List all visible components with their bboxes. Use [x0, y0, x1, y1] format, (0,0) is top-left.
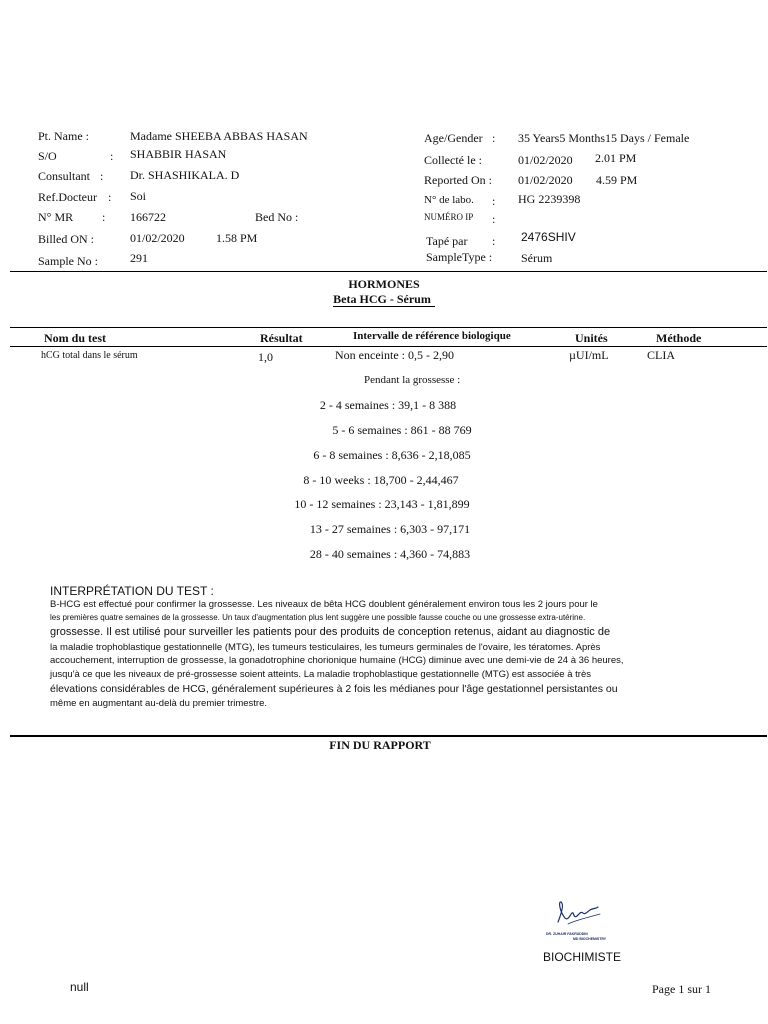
- billed-date: 01/02/2020: [130, 231, 185, 245]
- age-gender-value: 35 Years5 Months15 Days / Female: [518, 131, 690, 145]
- pregnancy-range-row: 28 - 40 semaines : 4,360 - 74,883: [309, 547, 471, 561]
- lab-no-sep: :: [492, 194, 496, 208]
- table-header-border: [10, 346, 767, 347]
- interpretation-line: B-HCG est effectué pour confirmer la grossesse. Les niveaux de bêta HCG doublent généralement environ tous les 2 jours pour le: [50, 599, 598, 610]
- section-subtitle: Beta HCG - Sérum: [333, 292, 435, 307]
- interpretation-line: la maladie trophoblastique gestationnelle (MTG), les tumeurs testiculaires, les tumeurs germinales de l'ovaire, les tératomes. Après: [50, 642, 601, 653]
- signature-name: DR. ZUHAIR FAKRUDDIN: [546, 932, 588, 936]
- sample-no-value: 291: [130, 251, 148, 265]
- typed-by-sep: :: [492, 234, 496, 248]
- ip-number-sep: :: [492, 212, 496, 226]
- cell-range: Non enceinte : 0,5 - 2,90: [335, 348, 454, 362]
- age-gender-label: Age/Gender: [424, 131, 483, 145]
- header-test: Nom du test: [44, 331, 106, 345]
- ref-doctor-value: Soi: [130, 189, 147, 203]
- patient-name-value: Madame SHEEBA ABBAS HASAN: [130, 129, 308, 143]
- mr-sep: :: [102, 210, 106, 224]
- ref-doctor-label: Ref.Docteur: [38, 190, 97, 204]
- interpretation-line: accouchement, interruption de grossesse, la gonadotrophine chorionique humaine (HCG) diminue avec une demi-vie de 24 à 36 heures,: [50, 655, 624, 666]
- collected-date: 01/02/2020: [518, 153, 573, 167]
- interpretation-line: grossesse. Il est utilisé pour surveiller les patients pour des produits de conception retenus, aidant au diagnostic de: [50, 626, 611, 638]
- consultant-value: Dr. SHASHIKALA. D: [130, 168, 240, 182]
- pregnancy-range-row: 13 - 27 semaines : 6,303 - 97,171: [309, 522, 471, 536]
- cell-test: hCG total dans le sérum: [41, 350, 138, 361]
- mr-value: 166722: [130, 210, 166, 224]
- lab-no-value: HG 2239398: [518, 192, 581, 206]
- reported-time: 4.59 PM: [596, 173, 638, 187]
- consultant-label: Consultant: [38, 169, 91, 183]
- header-units: Unités: [575, 331, 608, 345]
- page-number: Page 1 sur 1: [652, 982, 711, 996]
- signature-qualification: MD BIOCHEMISTRY: [573, 937, 607, 941]
- interpretation-title: INTERPRÉTATION DU TEST :: [50, 584, 214, 598]
- age-gender-sep: :: [492, 131, 496, 145]
- reported-date: 01/02/2020: [518, 173, 573, 187]
- pregnancy-heading: Pendant la grossesse :: [364, 374, 461, 386]
- pregnancy-range-row: 10 - 12 semaines : 23,143 - 1,81,899: [294, 497, 470, 511]
- sample-no-label: Sample No :: [38, 254, 98, 268]
- sample-type-value: Sérum: [521, 251, 553, 265]
- consultant-sep: :: [100, 169, 104, 183]
- typed-by-label: Tapé par: [426, 234, 468, 248]
- so-value: SHABBIR HASAN: [130, 147, 227, 161]
- ref-doctor-sep: :: [108, 190, 112, 204]
- billed-time: 1.58 PM: [216, 231, 258, 245]
- cell-method: CLIA: [647, 348, 675, 362]
- collected-label: Collecté le :: [424, 153, 482, 167]
- footer-null-text: null: [70, 980, 89, 994]
- header-result: Résultat: [260, 331, 303, 345]
- interpretation-line: les premières quatre semaines de la grossesse. Un taux d'augmentation plus lent suggère une possible fausse couche ou une grossesse extra-utérine.: [50, 613, 586, 622]
- reported-label: Reported On :: [424, 173, 492, 187]
- cell-result: 1,0: [258, 350, 273, 364]
- header-range: Intervalle de référence biologique: [353, 330, 511, 342]
- end-divider: [10, 735, 767, 737]
- interpretation-line: jusqu'à ce que les niveaux de pré-grossesse soient atteints. La maladie trophoblastique gestationnelle (MTG) est associée à très: [50, 669, 591, 680]
- patient-name-label: Pt. Name :: [38, 129, 89, 143]
- typed-by-value: 2476SHIV: [521, 230, 576, 244]
- so-sep: :: [110, 149, 114, 163]
- table-top-border: [10, 327, 767, 328]
- pregnancy-range-row: 6 - 8 semaines : 8,636 - 2,18,085: [313, 448, 471, 462]
- pregnancy-range-row: 2 - 4 semaines : 39,1 - 8 388: [319, 398, 457, 412]
- cell-units: µUI/mL: [569, 348, 609, 362]
- signer-role: BIOCHIMISTE: [543, 950, 622, 964]
- header-divider: [10, 271, 767, 272]
- so-label: S/O: [38, 149, 57, 163]
- section-title: HORMONES: [348, 277, 420, 291]
- bed-label: Bed No :: [255, 210, 299, 224]
- header-method: Méthode: [656, 331, 702, 345]
- sample-type-label: SampleType :: [426, 250, 493, 264]
- interpretation-line: même en augmentant au-delà du premier trimestre.: [50, 698, 268, 709]
- mr-label: N° MR: [38, 210, 74, 224]
- pregnancy-range-row: 8 - 10 weeks : 18,700 - 2,44,467: [303, 473, 459, 487]
- collected-time: 2.01 PM: [595, 151, 637, 165]
- billed-label: Billed ON :: [38, 232, 94, 246]
- ip-number-label: NUMÉRO IP: [424, 212, 474, 222]
- pregnancy-range-row: 5 - 6 semaines : 861 - 88 769: [332, 423, 472, 437]
- interpretation-line: élevations considérables de HCG, généralement supérieures à 2 fois les médianes pour l'âge gestationnel persistantes ou: [50, 683, 618, 695]
- signature-icon: [548, 898, 604, 928]
- section-subtitle-wrap: [0, 290, 768, 308]
- lab-no-label: N° de labo.: [424, 194, 474, 206]
- end-of-report: FIN DU RAPPORT: [329, 738, 431, 752]
